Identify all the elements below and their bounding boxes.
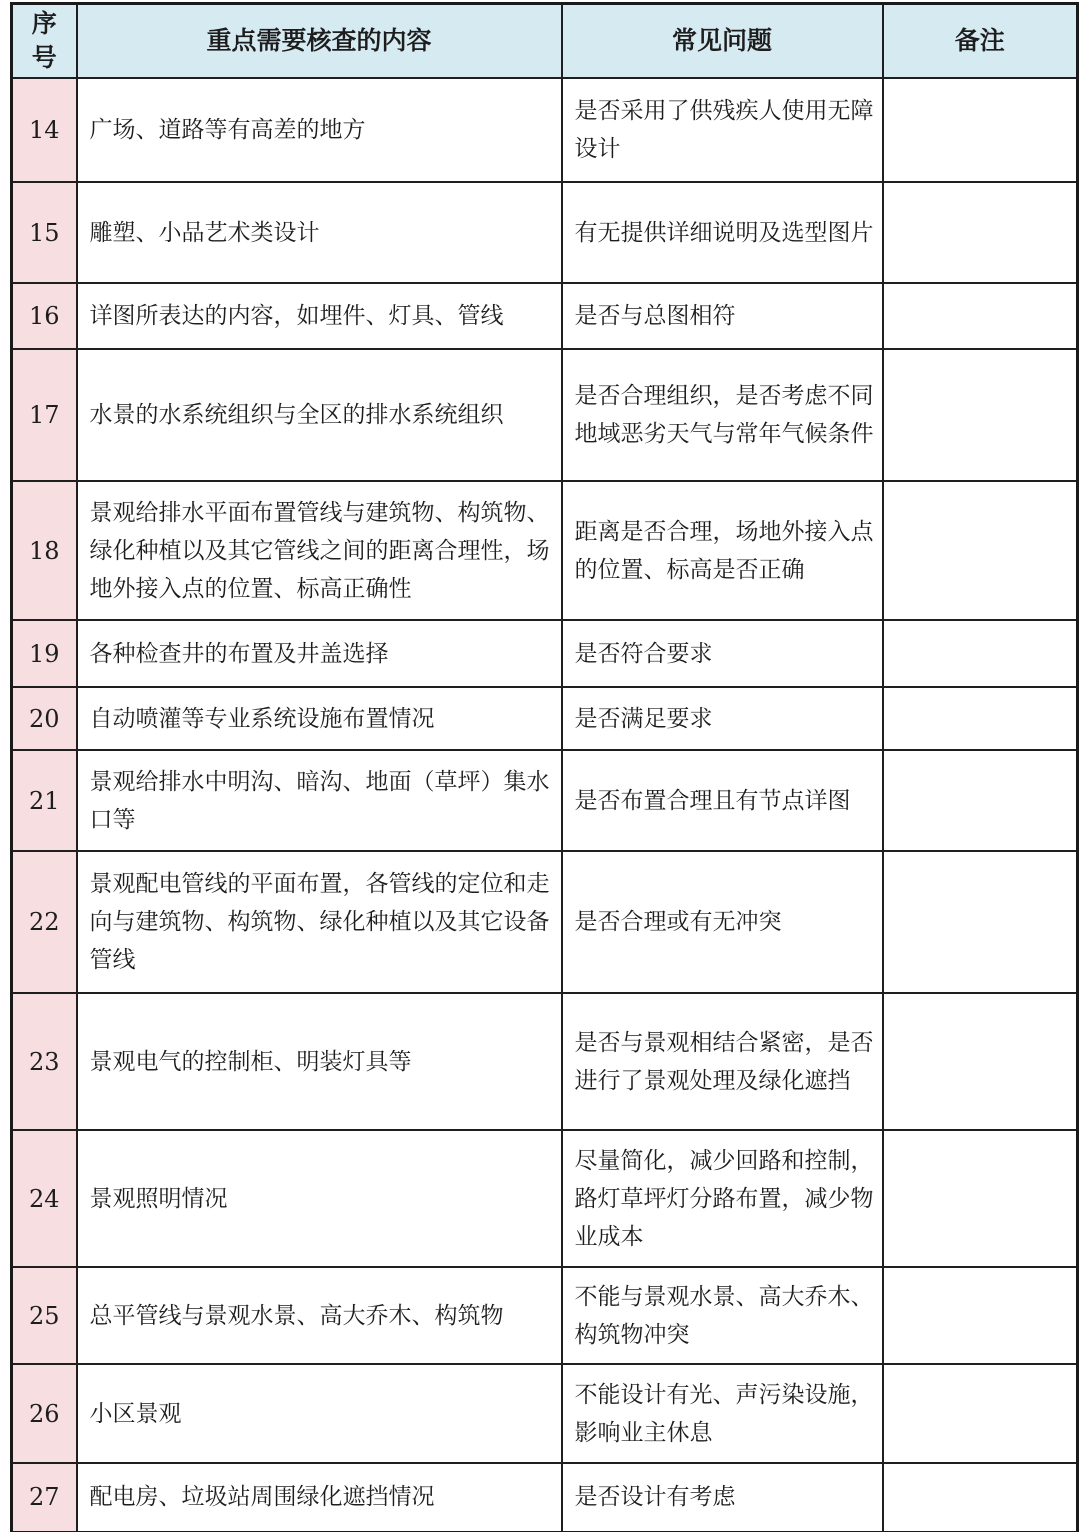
problem-cell: 是否采用了供残疾人使用无障设计 — [562, 78, 883, 182]
table-row — [12, 78, 1078, 182]
row-number-cell: 27 — [12, 1463, 77, 1532]
remark-cell — [883, 78, 1078, 182]
row-number-cell: 17 — [12, 349, 77, 481]
table-row — [12, 481, 1078, 620]
content-cell: 景观给排水中明沟、暗沟、地面（草坪）集水口等 — [77, 750, 562, 851]
remark-cell — [883, 851, 1078, 993]
table-row — [12, 182, 1078, 283]
header-remark: 备注 — [883, 4, 1078, 79]
remark-cell — [883, 620, 1078, 687]
problem-cell: 是否设计有考虑 — [562, 1463, 883, 1532]
content-cell: 详图所表达的内容，如埋件、灯具、管线 — [77, 283, 562, 349]
content-cell: 总平管线与景观水景、高大乔木、构筑物 — [77, 1267, 562, 1364]
content-cell: 景观配电管线的平面布置，各管线的定位和走向与建筑物、构筑物、绿化种植以及其它设备管线 — [77, 851, 562, 993]
remark-cell — [883, 1267, 1078, 1364]
row-number-cell: 22 — [12, 851, 77, 993]
remark-cell — [883, 481, 1078, 620]
remark-cell — [883, 1364, 1078, 1463]
table-row — [12, 750, 1078, 851]
row-number-cell: 26 — [12, 1364, 77, 1463]
problem-cell: 是否与总图相符 — [562, 283, 883, 349]
problem-cell: 有无提供详细说明及选型图片 — [562, 182, 883, 283]
problem-cell: 是否合理或有无冲突 — [562, 851, 883, 993]
content-cell: 景观给排水平面布置管线与建筑物、构筑物、绿化种植以及其它管线之间的距离合理性，场地外接入点的位置、标高正确性 — [77, 481, 562, 620]
remark-cell — [883, 182, 1078, 283]
problem-cell: 是否符合要求 — [562, 620, 883, 687]
remark-cell — [883, 687, 1078, 750]
content-cell: 自动喷灌等专业系统设施布置情况 — [77, 687, 562, 750]
table-row — [12, 1364, 1078, 1463]
table-row — [12, 993, 1078, 1130]
content-cell: 小区景观 — [77, 1364, 562, 1463]
row-number-cell: 18 — [12, 481, 77, 620]
header-row — [12, 4, 1078, 79]
content-cell: 各种检查井的布置及井盖选择 — [77, 620, 562, 687]
content-cell: 景观照明情况 — [77, 1130, 562, 1267]
row-number-cell: 19 — [12, 620, 77, 687]
row-number-cell: 23 — [12, 993, 77, 1130]
table-row — [12, 1130, 1078, 1267]
remark-cell — [883, 283, 1078, 349]
row-number-cell: 25 — [12, 1267, 77, 1364]
remark-cell — [883, 993, 1078, 1130]
row-number-cell: 15 — [12, 182, 77, 283]
table-row — [12, 851, 1078, 993]
header-content: 重点需要核查的内容 — [77, 4, 562, 79]
problem-cell: 是否布置合理且有节点详图 — [562, 750, 883, 851]
problem-cell: 尽量简化，减少回路和控制，路灯草坪灯分路布置，减少物业成本 — [562, 1130, 883, 1267]
table-row — [12, 687, 1078, 750]
header-problem: 常见问题 — [562, 4, 883, 79]
remark-cell — [883, 349, 1078, 481]
row-number-cell: 16 — [12, 283, 77, 349]
content-cell: 配电房、垃圾站周围绿化遮挡情况 — [77, 1463, 562, 1532]
table-row — [12, 1463, 1078, 1532]
problem-cell: 是否与景观相结合紧密，是否进行了景观处理及绿化遮挡 — [562, 993, 883, 1130]
row-number-cell: 20 — [12, 687, 77, 750]
header-no: 序号 — [12, 4, 77, 79]
table-row — [12, 1267, 1078, 1364]
content-cell: 雕塑、小品艺术类设计 — [77, 182, 562, 283]
problem-cell: 是否满足要求 — [562, 687, 883, 750]
problem-cell: 不能设计有光、声污染设施，影响业主休息 — [562, 1364, 883, 1463]
content-cell: 广场、道路等有高差的地方 — [77, 78, 562, 182]
table-row — [12, 283, 1078, 349]
row-number-cell: 24 — [12, 1130, 77, 1267]
remark-cell — [883, 1463, 1078, 1532]
content-cell: 景观电气的控制柜、明装灯具等 — [77, 993, 562, 1130]
row-number-cell: 14 — [12, 78, 77, 182]
table-row — [12, 349, 1078, 481]
table-row — [12, 620, 1078, 687]
problem-cell: 不能与景观水景、高大乔木、构筑物冲突 — [562, 1267, 883, 1364]
remark-cell — [883, 750, 1078, 851]
problem-cell: 是否合理组织，是否考虑不同地域恶劣天气与常年气候条件 — [562, 349, 883, 481]
problem-cell: 距离是否合理，场地外接入点的位置、标高是否正确 — [562, 481, 883, 620]
row-number-cell: 21 — [12, 750, 77, 851]
remark-cell — [883, 1130, 1078, 1267]
checklist-table — [10, 2, 1079, 1532]
content-cell: 水景的水系统组织与全区的排水系统组织 — [77, 349, 562, 481]
